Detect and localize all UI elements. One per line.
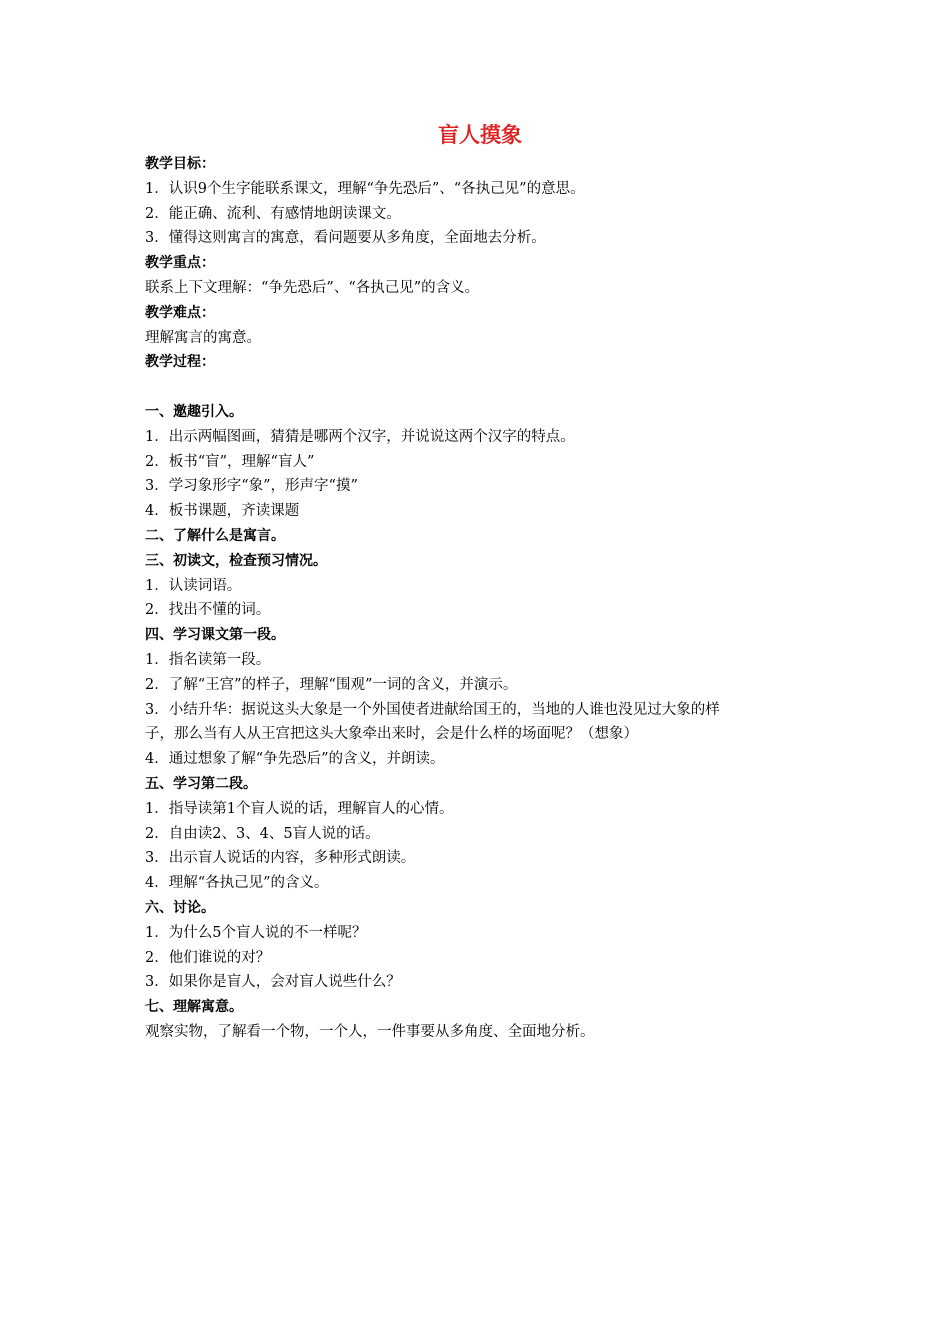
text-line: 2．找出不懂的词。 (145, 602, 271, 619)
section-heading: 六、讨论。 (145, 899, 215, 916)
text-line: 2．能正确、流利、有感情地朗读课文。 (145, 205, 401, 222)
text-line: 3．如果你是盲人，会对盲人说些什么？ (145, 974, 401, 991)
document-title: 盲人摸象 (438, 123, 522, 147)
text-line: 4．理解“各执己见”的含义。 (145, 875, 329, 892)
text-line: 2．了解“王宫”的样子，理解“围观”一词的含义，并演示。 (145, 676, 518, 693)
section-heading: 教学过程： (145, 354, 215, 371)
document-page (145, 118, 815, 1045)
section-heading: 七、理解寓意。 (145, 999, 243, 1016)
text-line: 2．他们谁说的对？ (145, 949, 271, 966)
text-line: 1．为什么5个盲人说的不一样呢？ (145, 924, 367, 941)
text-line: 联系上下文理解：“争先恐后”、“各执己见”的含义。 (145, 279, 480, 296)
document-body (145, 152, 815, 1045)
text-line: 4．板书课题，齐读课题 (145, 503, 300, 520)
text-line: 1．认读词语。 (145, 577, 242, 594)
text-line: 理解寓言的寓意。 (145, 329, 261, 346)
section-heading: 教学重点： (145, 255, 215, 272)
text-line: 1．出示两幅图画，猜猜是哪两个汉字，并说说这两个汉字的特点。 (145, 428, 575, 445)
text-line: 3．懂得这则寓言的寓意，看问题要从多角度，全面地去分析。 (145, 230, 546, 247)
section-heading: 四、学习课文第一段。 (145, 627, 285, 644)
text-line: 2．板书“盲”，理解“盲人” (145, 453, 315, 470)
text-line: 3．小结升华：据说这头大象是一个外国使者进献给国王的，当地的人谁也没见过大象的样 (145, 701, 720, 718)
text-line: 2．自由读2、3、4、5盲人说的话。 (145, 825, 380, 842)
text-line: 子，那么当有人从王宫把这头大象牵出来时，会是什么样的场面呢？（想象） (145, 726, 638, 743)
section-heading: 三、初读文，检查预习情况。 (145, 552, 327, 569)
text-line: 3．学习象形字“象”，形声字“摸” (145, 478, 358, 495)
text-line: 观察实物，了解看一个物，一个人，一件事要从多角度、全面地分析。 (145, 1023, 595, 1040)
text-line: 3．出示盲人说话的内容，多种形式朗读。 (145, 850, 416, 867)
section-heading: 教学难点： (145, 304, 215, 321)
text-line: 1．认识9个生字能联系课文，理解“争先恐后”、“各执己见”的意思。 (145, 180, 585, 197)
section-heading: 一、邀趣引入。 (145, 403, 243, 420)
text-line: 1．指名读第一段。 (145, 651, 271, 668)
section-heading: 教学目标： (145, 156, 215, 172)
text-line: 4．通过想象了解“争先恐后”的含义，并朗读。 (145, 751, 445, 768)
section-heading: 二、了解什么是寓言。 (145, 527, 285, 544)
text-line: 1．指导读第1个盲人说的话，理解盲人的心情。 (145, 800, 454, 817)
blank-line (145, 375, 815, 400)
section-heading: 五、学习第二段。 (145, 775, 257, 792)
